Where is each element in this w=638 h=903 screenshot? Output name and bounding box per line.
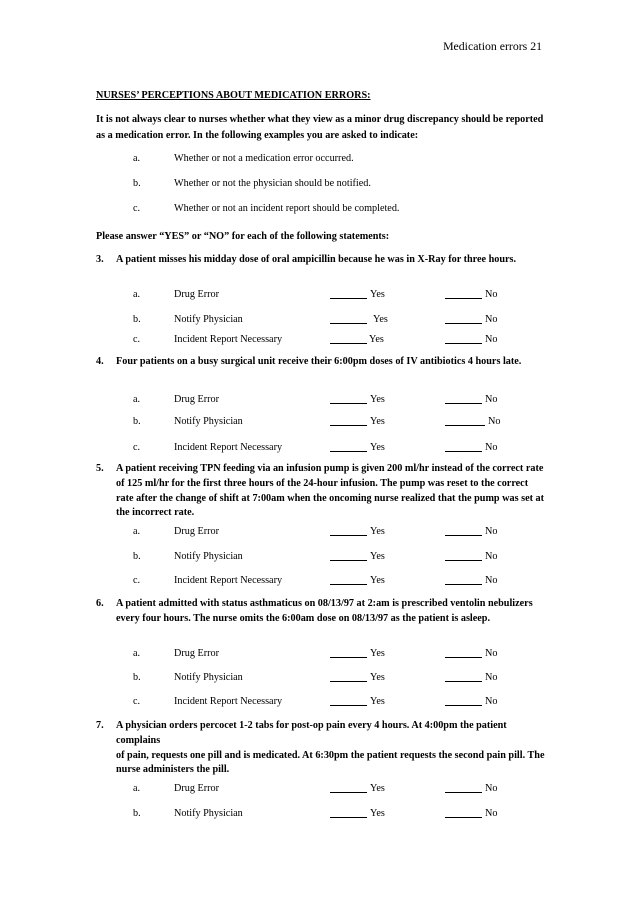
yes-label: Yes bbox=[370, 648, 385, 659]
item-label: Notify Physician bbox=[174, 808, 243, 819]
no-blank[interactable] bbox=[445, 298, 482, 299]
no-blank[interactable] bbox=[445, 681, 482, 682]
question-text: A patient admitted with status asthmaticus on 08/13/97 at 2:am is prescribed ventolin nebulizers every four hours. The nurse omits the 6:00am dose on 08/13/97 as the patient is asleep. bbox=[116, 598, 533, 624]
question-number: 5. bbox=[96, 463, 104, 474]
yes-label: Yes bbox=[370, 289, 385, 300]
item-letter: b. bbox=[133, 808, 141, 819]
question-4 bbox=[96, 355, 546, 370]
item-label: Notify Physician bbox=[174, 416, 243, 427]
no-label: No bbox=[485, 648, 498, 659]
question-5 bbox=[96, 462, 546, 521]
yes-label: Yes bbox=[370, 416, 385, 427]
answer-row bbox=[133, 442, 513, 456]
yes-label: Yes bbox=[370, 696, 385, 707]
item-label: Notify Physician bbox=[174, 672, 243, 683]
no-label: No bbox=[485, 783, 498, 794]
no-label: No bbox=[485, 808, 498, 819]
item-label: Notify Physician bbox=[174, 551, 243, 562]
yes-label: Yes bbox=[370, 551, 385, 562]
no-blank[interactable] bbox=[445, 705, 482, 706]
item-letter: a. bbox=[133, 648, 141, 659]
yes-blank[interactable] bbox=[330, 298, 367, 299]
no-label: No bbox=[485, 314, 498, 325]
yes-label: Yes bbox=[373, 314, 388, 325]
yes-label: Yes bbox=[370, 783, 385, 794]
yes-label: Yes bbox=[369, 334, 384, 345]
no-blank[interactable] bbox=[445, 323, 482, 324]
answer-row bbox=[133, 334, 513, 348]
item-label: Incident Report Necessary bbox=[174, 334, 283, 345]
item-letter: a. bbox=[133, 394, 141, 405]
criterion-letter: a. bbox=[133, 153, 141, 164]
criterion-letter: c. bbox=[133, 203, 141, 214]
no-label: No bbox=[485, 289, 498, 300]
item-label: Notify Physician bbox=[174, 314, 243, 325]
item-label: Drug Error bbox=[174, 394, 219, 405]
criterion-letter: b. bbox=[133, 178, 141, 189]
no-label: No bbox=[485, 696, 498, 707]
yes-blank[interactable] bbox=[330, 817, 367, 818]
item-label: Incident Report Necessary bbox=[174, 442, 283, 453]
question-text: Four patients on a busy surgical unit receive their 6:00pm doses of IV antibiotics 4 hours late. bbox=[116, 356, 522, 367]
no-blank[interactable] bbox=[445, 403, 482, 404]
question-text: A physician orders percocet 1-2 tabs for post-op pain every 4 hours. At 4:00pm the patient complains bbox=[116, 720, 507, 746]
question-text: A patient receiving TPN feeding via an infusion pump is given 200 ml/hr instead of the correct rate of 125 ml/hr for the first three hours of the 24-hour infusion. The pump was reset to the correct rate after the change of shift at 7:00am when the oncoming nurse realized that the pump was set at the incorrect rate. bbox=[116, 463, 545, 519]
section-title: NURSES’ PERCEPTIONS ABOUT MEDICATION ERRORS: bbox=[96, 90, 371, 101]
answer-row bbox=[133, 672, 513, 686]
no-label: No bbox=[485, 334, 498, 345]
yes-blank[interactable] bbox=[330, 681, 367, 682]
question-6 bbox=[96, 597, 546, 627]
yes-label: Yes bbox=[370, 526, 385, 537]
answer-row bbox=[133, 783, 513, 797]
yes-label: Yes bbox=[370, 808, 385, 819]
yes-blank[interactable] bbox=[330, 403, 367, 404]
no-blank[interactable] bbox=[445, 343, 482, 344]
yes-label: Yes bbox=[370, 394, 385, 405]
question-number: 7. bbox=[96, 720, 104, 731]
item-label: Drug Error bbox=[174, 526, 219, 537]
answer-row bbox=[133, 394, 513, 408]
item-letter: b. bbox=[133, 551, 141, 562]
item-letter: c. bbox=[133, 334, 141, 345]
question-number: 4. bbox=[96, 356, 104, 367]
instruction-text: Please answer “YES” or “NO” for each of the following statements: bbox=[96, 231, 390, 242]
item-letter: c. bbox=[133, 575, 141, 586]
item-label: Drug Error bbox=[174, 289, 219, 300]
no-blank[interactable] bbox=[445, 535, 482, 536]
answer-row bbox=[133, 648, 513, 662]
question-3 bbox=[96, 253, 546, 268]
no-blank[interactable] bbox=[445, 584, 482, 585]
no-label: No bbox=[485, 672, 498, 683]
item-letter: b. bbox=[133, 416, 141, 427]
no-blank[interactable] bbox=[445, 657, 482, 658]
yes-blank[interactable] bbox=[330, 657, 367, 658]
criterion-text: Whether or not the physician should be notified. bbox=[174, 178, 371, 189]
no-label: No bbox=[485, 442, 498, 453]
no-label: No bbox=[485, 575, 498, 586]
no-blank[interactable] bbox=[445, 792, 482, 793]
yes-blank[interactable] bbox=[330, 425, 367, 426]
yes-blank[interactable] bbox=[330, 705, 367, 706]
answer-row bbox=[133, 526, 513, 540]
no-label: No bbox=[485, 551, 498, 562]
running-header: Medication errors 21 bbox=[443, 39, 542, 53]
yes-blank[interactable] bbox=[330, 451, 367, 452]
item-letter: b. bbox=[133, 672, 141, 683]
no-blank[interactable] bbox=[445, 451, 482, 452]
item-letter: b. bbox=[133, 314, 141, 325]
question-text: A patient misses his midday dose of oral ampicillin because he was in X-Ray for three hours. bbox=[116, 254, 517, 265]
yes-label: Yes bbox=[370, 672, 385, 683]
yes-blank[interactable] bbox=[330, 584, 367, 585]
answer-row bbox=[133, 575, 513, 589]
no-label: No bbox=[488, 416, 501, 427]
no-blank[interactable] bbox=[445, 425, 485, 426]
yes-blank[interactable] bbox=[330, 792, 367, 793]
item-label: Drug Error bbox=[174, 648, 219, 659]
item-letter: a. bbox=[133, 783, 141, 794]
item-label: Drug Error bbox=[174, 783, 219, 794]
question-7 bbox=[96, 719, 546, 778]
answer-row bbox=[133, 808, 513, 822]
intro-paragraph: It is not always clear to nurses whether what they view as a minor drug discrepancy should be reported as a medication error. In the following examples you are asked to indicate: bbox=[96, 114, 544, 141]
yes-blank[interactable] bbox=[330, 323, 367, 324]
answer-row bbox=[133, 314, 513, 328]
no-blank[interactable] bbox=[445, 817, 482, 818]
answer-row bbox=[133, 551, 513, 565]
question-text-continued: of pain, requests one pill and is medicated. At 6:30pm the patient requests the second pain pill. The nurse administers the pill. bbox=[116, 749, 545, 776]
answer-row bbox=[133, 289, 513, 303]
criterion-text: Whether or not an incident report should be completed. bbox=[174, 203, 400, 214]
question-number: 3. bbox=[96, 254, 104, 265]
yes-blank[interactable] bbox=[330, 343, 367, 344]
yes-blank[interactable] bbox=[330, 535, 367, 536]
criterion-text: Whether or not a medication error occurred. bbox=[174, 153, 354, 164]
answer-row bbox=[133, 696, 513, 710]
item-letter: c. bbox=[133, 442, 141, 453]
item-label: Incident Report Necessary bbox=[174, 696, 283, 707]
no-label: No bbox=[485, 394, 498, 405]
yes-label: Yes bbox=[370, 442, 385, 453]
item-label: Incident Report Necessary bbox=[174, 575, 283, 586]
item-letter: c. bbox=[133, 696, 141, 707]
item-letter: a. bbox=[133, 289, 141, 300]
yes-blank[interactable] bbox=[330, 560, 367, 561]
yes-label: Yes bbox=[370, 575, 385, 586]
item-letter: a. bbox=[133, 526, 141, 537]
no-blank[interactable] bbox=[445, 560, 482, 561]
question-number: 6. bbox=[96, 598, 104, 609]
answer-row bbox=[133, 416, 513, 430]
no-label: No bbox=[485, 526, 498, 537]
